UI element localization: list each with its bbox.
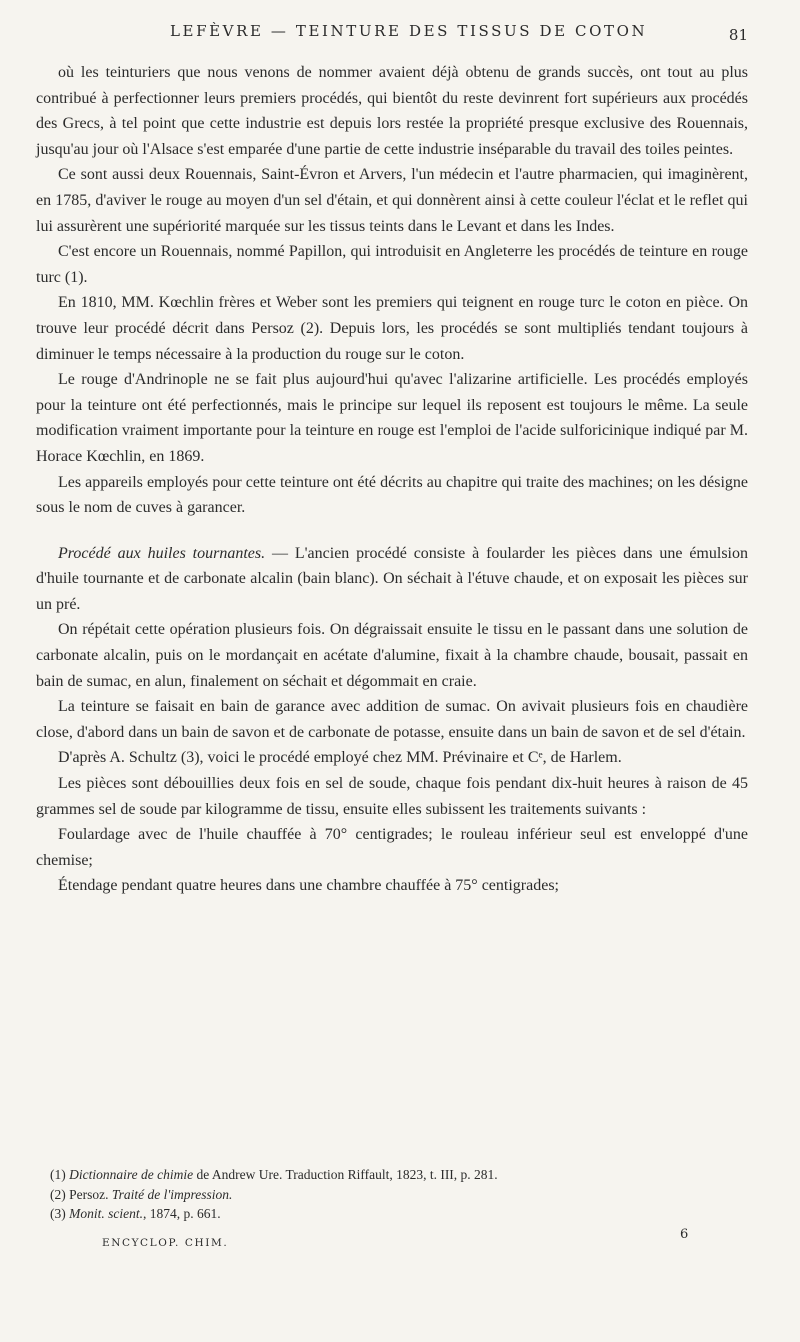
paragraph: Étendage pendant quatre heures dans une chambre chauffée à 75° centigrades; <box>58 877 559 895</box>
paragraph: Le rouge d'Andrinople ne se fait plus aujourd'hui qu'avec l'alizarine artificielle. Les procédés employés pour la teinture ont été perfectionnés, mais le principe sur lequel ils reposent est toujours le même. La seule modification vraiment importante pour la teinture en rouge est l'emploi de l'acide sulforicinique indiqué par M. Horace Kœchlin, en 1869. <box>36 371 748 465</box>
body-text <box>36 60 748 899</box>
paragraph: C'est encore un Rouennais, nommé Papillon, qui introduisit en Angleterre les procédés de teinture en rouge turc (1). <box>36 243 748 286</box>
paragraph: La teinture se faisait en bain de garance avec addition de sumac. On avivait plusieurs fois en chaudière close, d'abord dans un bain de savon et de carbonate de potasse, ensuite dans un bain de savon et de sel d'étain. <box>36 698 748 741</box>
footnote: (3) Monit. scient., 1874, p. 661. <box>50 1206 221 1221</box>
paragraph: Foulardage avec de l'huile chauffée à 70° centigrades; le rouleau inférieur seul est enveloppé d'une chemise; <box>36 826 748 869</box>
page-header <box>0 22 800 46</box>
paragraph: Les appareils employés pour cette teinture ont été décrits au chapitre qui traite des machines; on les désigne sous le nom de cuves à garancer. <box>36 473 748 517</box>
paragraph: Les pièces sont débouillies deux fois en sel de soude, chaque fois pendant dix-huit heures à raison de 45 grammes sel de soude par kilogramme de tissu, ensuite elles subissent les traitements suivants : <box>36 775 748 818</box>
paragraph: où les teinturiers que nous venons de nommer avaient déjà obtenu de grands succès, ont tout au plus contribué à perfectionner leurs premiers procédés, qui bientôt du reste devinrent fort supérieurs aux procédés des Grecs, à tel point que cette industrie est depuis lors restée la propriété presque exclusive des Rouennais, jusqu'au jour où l'Alsace s'est emparée d'une partie de cette industrie inséparable du travail des toiles peintes. <box>36 64 748 158</box>
printer-signature: ENCYCLOP. CHIM. <box>102 1237 229 1249</box>
section-heading: Procédé aux huiles tournantes. <box>58 544 266 562</box>
footnote: (2) Persoz. Traité de l'impression. <box>50 1186 233 1202</box>
paragraph: Ce sont aussi deux Rouennais, Saint-Évron et Arvers, l'un médecin et l'autre pharmacien, qui imaginèrent, en 1785, d'aviver le rouge au moyen d'un sel d'étain, et qui donnèrent ainsi à cette couleur l'éclat et le reflet qui lui assurèrent une supériorité marquée sur les tissus teints dans le Levant et dans les Indes. <box>36 166 748 235</box>
sheet-number: 6 <box>680 1227 689 1242</box>
paragraph: On répétait cette opération plusieurs fois. On dégraissait ensuite le tissu en le passant dans une solution de carbonate alcalin, puis on le mordançait en acétate d'alumine, fixait à la chambre chaude, bousait, passait en bain de sumac, en alun, finalement on séchait et dégommait en craie. <box>36 621 748 690</box>
running-title: LEFÈVRE — TEINTURE DES TISSUS DE COTON <box>170 22 648 40</box>
footnote: (1) Dictionnaire de chimie de Andrew Ure. Traduction Riffault, 1823, t. III, p. 281. <box>50 1167 498 1182</box>
paragraph: En 1810, MM. Kœchlin frères et Weber sont les premiers qui teignent en rouge turc le coton en pièce. On trouve leur procédé décrit dans Persoz (2). Depuis lors, les procédés se sont multipliés tendant toujours à diminuer le temps nécessaire à la production du rouge sur le coton. <box>36 294 748 363</box>
page-number: 81 <box>728 26 748 44</box>
footnotes <box>50 1165 750 1224</box>
section-paragraph: Procédé aux huiles tournantes. — L'ancien procédé consiste à foularder les pièces dans une émulsion d'huile tournante et de carbonate alcalin (bain blanc). On séchait à l'étuve chaude, et on exposait les pièces sur un pré. <box>36 544 748 613</box>
paragraph: D'après A. Schultz (3), voici le procédé employé chez MM. Prévinaire et Cᵉ, de Harlem. <box>58 749 622 767</box>
